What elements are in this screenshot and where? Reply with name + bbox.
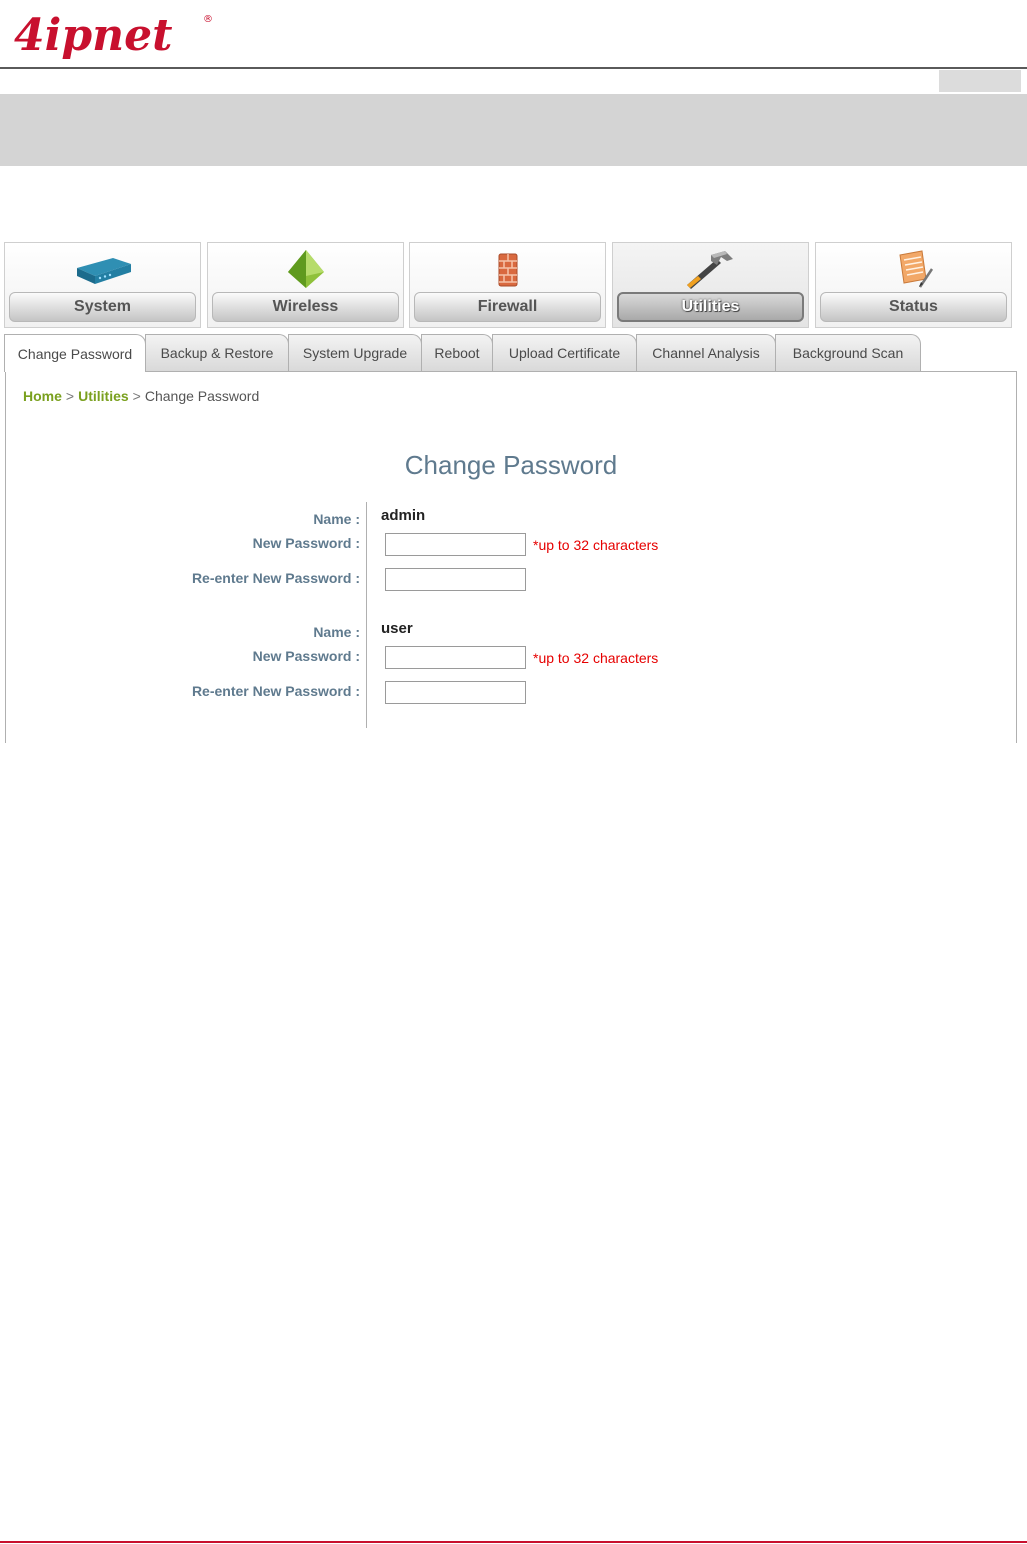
breadcrumb-utilities[interactable]: Utilities xyxy=(78,388,129,404)
nav-status[interactable] xyxy=(815,242,1012,328)
user-password-hint: *up to 32 characters xyxy=(533,650,659,666)
nav-system-label: System xyxy=(9,292,196,322)
header-divider xyxy=(0,67,1027,69)
breadcrumb-separator: > xyxy=(132,388,141,404)
form-divider xyxy=(366,502,367,728)
admin-reenter-label: Re-enter New Password : xyxy=(191,570,360,586)
svg-text:4ipnet: 4ipnet xyxy=(14,10,173,61)
brick-wall-icon xyxy=(410,249,605,289)
hammer-icon xyxy=(613,249,808,289)
brand-logo xyxy=(14,6,214,62)
tab-backup-restore[interactable]: Backup & Restore xyxy=(145,334,289,371)
router-icon xyxy=(5,249,200,289)
user-new-password-label: New Password : xyxy=(252,648,360,664)
tab-system-upgrade[interactable]: System Upgrade xyxy=(288,334,422,371)
user-reenter-input[interactable] xyxy=(385,681,526,704)
breadcrumb-current: Change Password xyxy=(144,388,260,404)
svg-text:®: ® xyxy=(203,14,213,25)
admin-name-label: Name : xyxy=(313,511,360,527)
sub-tab-bar xyxy=(4,334,1018,372)
nav-firewall-label: Firewall xyxy=(414,292,601,322)
admin-reenter-input[interactable] xyxy=(385,568,526,591)
nav-utilities-label: Utilities xyxy=(617,292,804,322)
tab-change-password[interactable]: Change Password xyxy=(4,334,146,372)
main-navigation xyxy=(4,242,1016,330)
admin-new-password-label: New Password : xyxy=(252,535,360,551)
nav-wireless-label: Wireless xyxy=(212,292,399,322)
antenna-icon xyxy=(208,249,403,289)
form-title: Change Password xyxy=(404,450,618,480)
tab-background-scan[interactable]: Background Scan xyxy=(775,334,921,371)
header-banner xyxy=(0,94,1027,166)
tab-upload-certificate[interactable]: Upload Certificate xyxy=(492,334,637,371)
admin-name-value: admin xyxy=(381,507,426,524)
user-name-label: Name : xyxy=(313,624,360,640)
tab-channel-analysis[interactable]: Channel Analysis xyxy=(636,334,776,371)
nav-status-label: Status xyxy=(820,292,1007,322)
footer-divider xyxy=(0,1541,1027,1543)
nav-utilities[interactable] xyxy=(612,242,809,328)
content-panel xyxy=(5,371,1017,743)
nav-firewall[interactable] xyxy=(409,242,606,328)
nav-wireless[interactable] xyxy=(207,242,404,328)
user-name-value: user xyxy=(381,620,413,637)
user-reenter-label: Re-enter New Password : xyxy=(191,683,360,699)
admin-password-hint: *up to 32 characters xyxy=(533,537,659,553)
breadcrumb-separator: > xyxy=(65,388,75,404)
notepad-icon xyxy=(816,249,1011,289)
user-new-password-input[interactable] xyxy=(385,646,526,669)
breadcrumb-home[interactable]: Home xyxy=(23,388,62,404)
nav-system[interactable] xyxy=(4,242,201,328)
admin-new-password-input[interactable] xyxy=(385,533,526,556)
tab-reboot[interactable]: Reboot xyxy=(421,334,493,371)
header-tab-block xyxy=(939,70,1021,92)
breadcrumb xyxy=(23,388,259,404)
